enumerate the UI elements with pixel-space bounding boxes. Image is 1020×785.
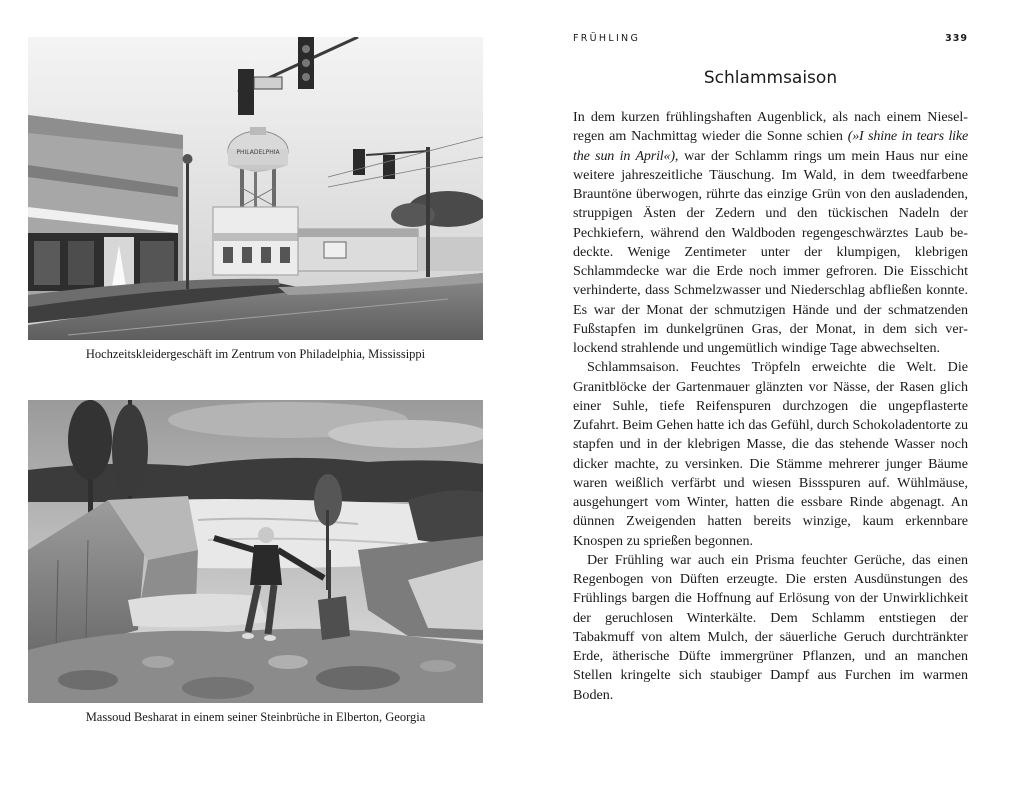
right-page	[510, 0, 1020, 785]
photo-1-caption: Hochzeitskleidergeschäft im Zentrum von Philadelphia, Mississippi	[85, 347, 426, 361]
paragraph-2: Schlammsaison. Feuchtes Tröpfeln erweichte die Welt. Die Granitblöcke der Gartenmauer glänzten vor Nässe, der Rasen glich einer Suhle, tiefe Reifenspuren durchzogen die ungepflasterte Zufahrt. Beim Gehen hatte ich das Gefühl, durch Schokoladentorte zu stapfen und in der klebrigen Masse, die das stehende Wasser noch dicker machte, zu versinken. Die Stämme mehrerer junger Bäume waren weißlich verfärbt und wiesen Bissspuren auf. Wühlmäuse, ausgehungert vom Winter, hatten die essbare Rinde abgenagt. An dünnen Zweigenden hatten bereits winzige, kaum erkennbare Knospen zu sprießen begonnen.	[573, 359, 968, 549]
section-name: FRÜHLING	[573, 33, 641, 44]
water-tower-sign: PHILADELPHIA	[236, 149, 280, 156]
paragraph-1	[573, 108, 968, 358]
photo-2-caption: Massoud Besharat in einem seiner Steinbrüche in Elberton, Georgia	[85, 710, 426, 724]
paragraph-1-text-a: In dem kurzen frühlingshaften Augenblick, als nach einem Nieselregen am Nachmittag wieder die Sonne schien	[573, 109, 968, 145]
running-head	[573, 33, 968, 47]
paragraph-1-quote: (»I shine in tears like the sun in April«)	[573, 128, 968, 164]
paragraph-1-text-b: , war der Schlamm rings um mein Haus nur eine weitere jahreszeitliche Täuschung. Im Wald, in dem tweedfarbene Brauntöne überwogen, rührte das einzige Grün von den ausladenden, struppigen Ästen der Zedern und den tückischen Nadeln der Pechkiefern, während den Waldboden regengeschwärztes Laub bedeckte. Wenige Zentimeter unter der klumpigen, klebrigen Schlammdecke war die Erde noch immer gefroren. Die Eisschicht verhinderte, dass Schmelzwasser und Niederschlag abfließen konnte. Es war der Monat der schmutzigen Hände und der schmatzenden Fußstapfen im dunkelgrünen Gras, der Monat, in dem sich verlockend strahlende und ungemütlich windige Tage abwechselten.	[573, 147, 968, 356]
photo-quarry-image	[28, 400, 483, 703]
body-text	[573, 108, 968, 705]
chapter-title: Schlammsaison	[703, 68, 838, 88]
page-number: 339	[945, 33, 968, 44]
photo-philadelphia-street	[28, 37, 483, 340]
photo-quarry	[28, 400, 483, 703]
photo-philadelphia-image	[28, 37, 483, 340]
paragraph-3: Der Frühling war auch ein Prisma feuchter Gerüche, das einen Regenbogen von Düften erzeugte. Die ersten Ausdünstungen des Frühlings bargen die Hoffnung auf Erlösung von der Unwirklichkeit der geruchlosen Winterkälte. Dem Schlamm entstiegen der Tabakmuff von altem Mulch, der säuerliche Geruch durchtränkter Erde, ätherische Düfte immergrüner Pflanzen, und an manchen Stellen kringelte sich staubiger Dampf aus Furchen im warmen Boden.	[573, 551, 968, 703]
